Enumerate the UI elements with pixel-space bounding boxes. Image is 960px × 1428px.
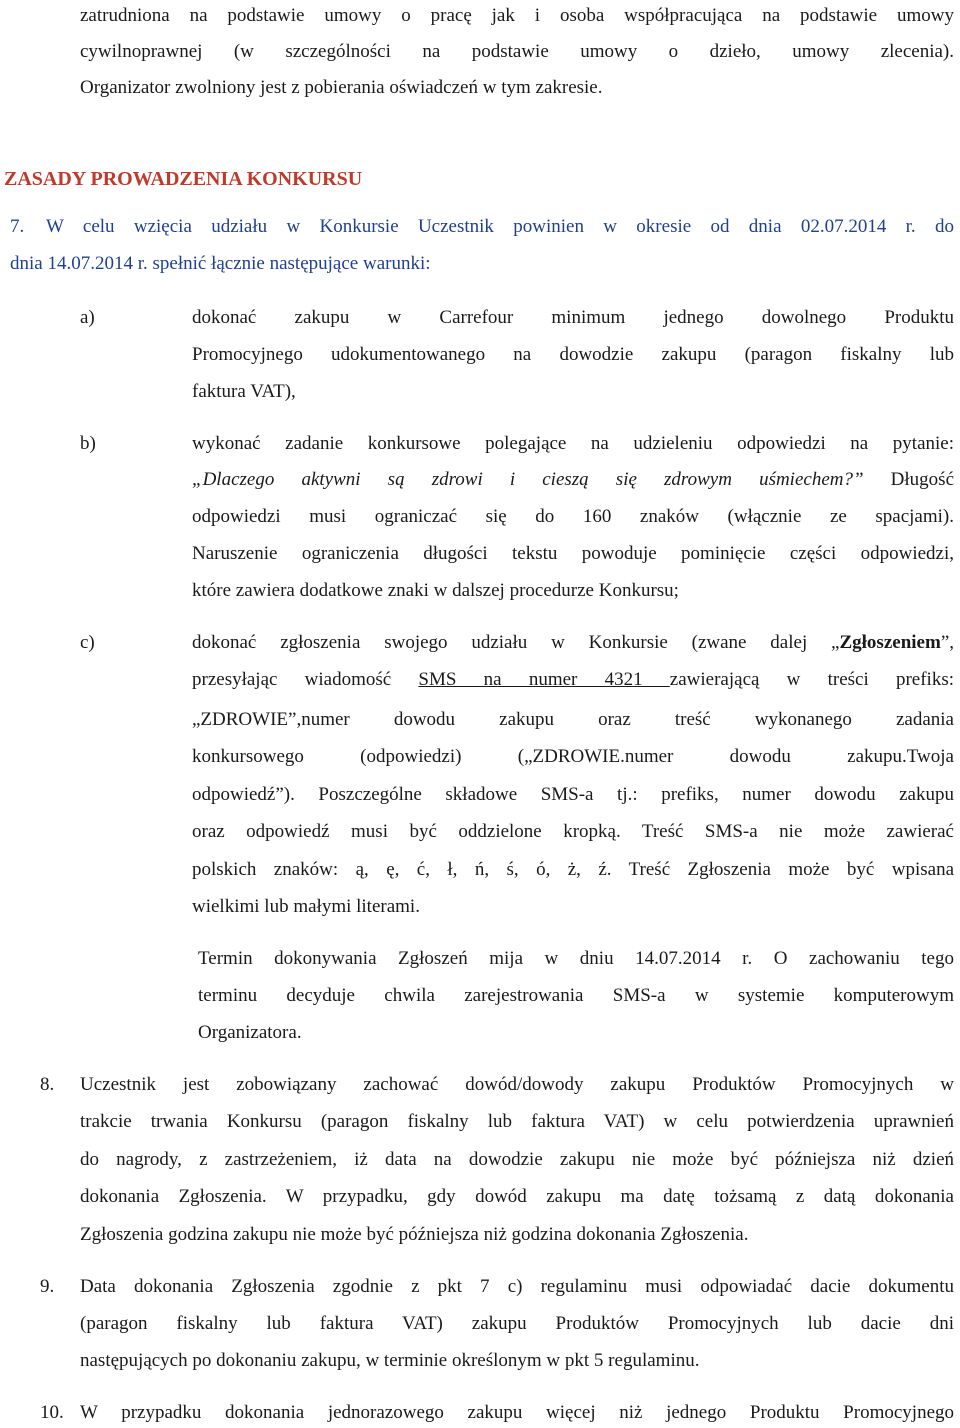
item-7c-line-1 [192,633,954,652]
item-10-line-1: W przypadku dokonania jednorazowego zakupu więcej niż jednego Produktu Promocyjnego [80,1402,954,1423]
item-7a-line-3: faktura VAT), [192,381,296,402]
item-7a-line-2: Promocyjnego udokumentowanego na dowodzie zakupu (paragon fiskalny lub [192,344,954,365]
item-7-line-1: W celu wzięcia udziału w Konkursie Uczestnik powinien w okresie od dnia 02.07.2014 r. do [46,216,954,237]
item-7b-line-2-rest: Długość [863,469,955,490]
zgloszenie-term: Zgłoszeniem [839,632,941,653]
intro-line-1: zatrudniona na podstawie umowy o pracę jak i osoba współpracująca na podstawie umowy [80,5,954,26]
item-7b-line-5: które zawiera dodatkowe znaki w dalszej procedurze Konkursu; [192,580,679,601]
intro-line-3: Organizator zwolniony jest z pobierania oświadczeń w tym zakresie. [80,77,603,98]
item-7-line-2 [10,254,431,273]
item-7a-line-1: dokonać zakupu w Carrefour minimum jednego dowolnego Produktu [192,307,954,328]
item-9-line-3: następujących po dokonaniu zakupu, w terminie określonym w pkt 5 regulaminu. [80,1350,700,1371]
item-7c-line-5: odpowiedź”). Poszczególne składowe SMS-a tj.: prefiks, numer dowodu zakupu [192,784,954,805]
item-7c-line-4: konkursowego (odpowiedzi) („ZDROWIE.numer dowodu zakupu.Twoja [192,746,954,767]
item-7c-line-3: „ZDROWIE”,numer dowodu zakupu oraz treść wykonanego zadania [192,709,954,730]
section-heading: ZASADY PROWADZENIA KONKURSU [4,168,363,190]
item-7c-line-8: wielkimi lub małymi literami. [192,896,420,917]
item-8-line-1: Uczestnik jest zobowiązany zachować dowód/dowody zakupu Produktów Promocyjnych w [80,1074,954,1095]
item-8-line-2: trakcie trwania Konkursu (paragon fiskalny lub faktura VAT) w celu potwierdzenia uprawnień [80,1111,954,1132]
intro-line-2: cywilnoprawnej (w szczególności na podstawie umowy o dzieło, umowy zlecenia). [80,41,954,62]
deadline-line-1: Termin dokonywania Zgłoszeń mija w dniu 14.07.2014 r. O zachowaniu tego [198,948,954,969]
item-8-line-5: Zgłoszenia godzina zakupu nie może być późniejsza niż godzina dokonania Zgłoszenia. [80,1224,749,1245]
item-7-intro: spełnić łącznie następujące warunki: [147,253,431,274]
item-9-line-1: Data dokonania Zgłoszenia zgodnie z pkt 7 c) regulaminu musi odpowiadać dacie dokumentu [80,1276,954,1297]
item-8-line-3: do nagrody, z zastrzeżeniem, iż data na dowodzie zakupu nie może być późniejsza niż dzień [80,1149,954,1170]
sms-number: SMS na numer 4321 [418,669,670,690]
item-9-line-2: (paragon fiskalny lub faktura VAT) zakupu Produktów Promocyjnych lub dacie dni [80,1313,954,1334]
item-7-number: 7. [10,216,25,237]
item-7c-label: c) [80,632,95,653]
item-7c-line-1-b: ”, [940,632,954,653]
item-7-date: dnia 14.07.2014 r. [10,253,148,274]
deadline-line-3: Organizatora. [198,1022,302,1043]
item-7b-line-1: wykonać zadanie konkursowe polegające na udzieleniu odpowiedzi na pytanie: [192,433,954,454]
deadline-line-2: terminu decyduje chwila zarejestrowania SMS-a w systemie komputerowym [198,985,954,1006]
item-7b-line-2 [192,470,954,489]
item-10-number: 10. [40,1402,64,1423]
item-7a-label: a) [80,307,95,328]
item-7c-line-7: polskich znaków: ą, ę, ć, ł, ń, ś, ó, ż, ź. Treść Zgłoszenia może być wpisana [192,859,954,880]
item-7c-line-2-a: przesyłając wiadomość [192,669,419,690]
item-7b-label: b) [80,433,96,454]
contest-question: „Dlaczego aktywni są zdrowi i cieszą się zdrowym uśmiechem?” [192,469,864,490]
item-7b-line-4: Naruszenie ograniczenia długości tekstu powoduje pominięcie części odpowiedzi, [192,543,954,564]
item-7c-line-2-b: zawierającą w treści prefiks: [669,669,954,690]
item-7b-line-3: odpowiedzi musi ograniczać się do 160 znaków (włącznie ze spacjami). [192,506,954,527]
item-8-number: 8. [40,1074,55,1095]
item-7c-line-6: oraz odpowiedź musi być oddzielone kropką. Treść SMS-a nie może zawierać [192,821,954,842]
item-9-number: 9. [40,1276,55,1297]
item-7c-line-1-a: dokonać zgłoszenia swojego udziału w Konkursie (zwane dalej „ [192,632,840,653]
item-8-line-4: dokonania Zgłoszenia. W przypadku, gdy dowód zakupu ma datę tożsamą z datą dokonania [80,1186,954,1207]
item-7c-line-2 [192,670,954,689]
